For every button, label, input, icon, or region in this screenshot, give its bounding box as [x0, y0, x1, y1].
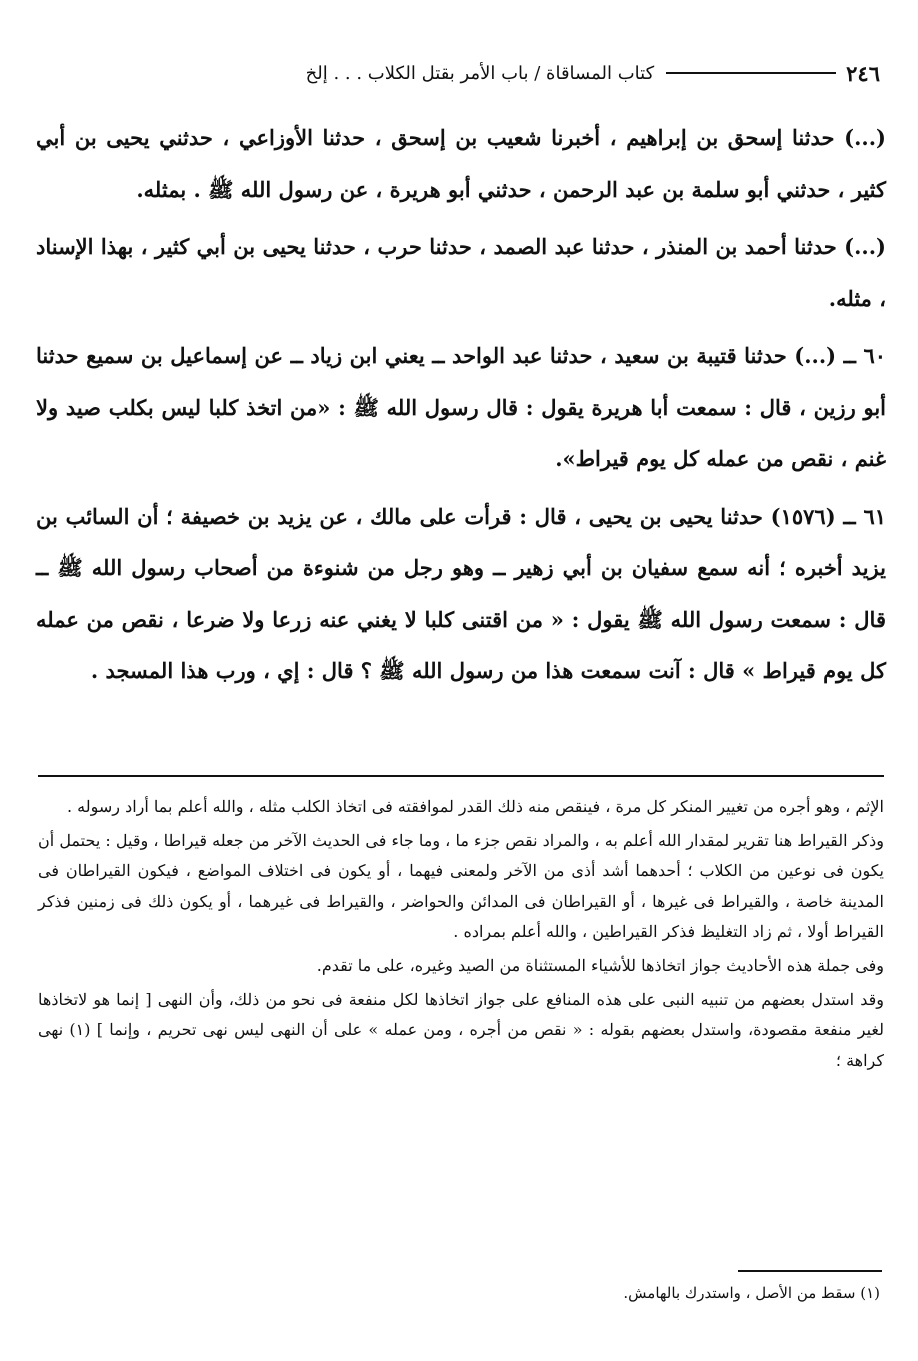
hadith-paragraph: ٦١ ــ (١٥٧٦) حدثنا يحيى بن يحيى ، قال : قرأت على مالك ، عن يزيد بن خصيفة ؛ أن السائب بن يزيد أخبره ؛ أنه سمع سفيان بن أبي زهير ــ وهو رجل من شنوءة من أصحاب رسول الله ﷺ ــ قال : سمعت رسول الله ﷺ يقول : « من اقتنى كلبا لا يغني عنه زرعا ولا ضرعا ، نقص من عمله كل يوم قيراط » قال : آنت سمعت هذا من رسول الله ﷺ ؟ قال : إي ، ورب هذا المسجد .	[36, 503, 886, 683]
running-title: كتاب المساقاة / باب الأمر بقتل الكلاب . . . إلخ	[305, 62, 655, 84]
hadith-paragraph: ٦٠ ــ (...) حدثنا قتيبة بن سعيد ، حدثنا عبد الواحد ــ يعني ابن زياد ــ عن إسماعيل بن سميع حدثنا أبو رزين ، قال : سمعت أبا هريرة يقول : قال رسول الله ﷺ : «من اتخذ كلبا ليس بكلب صيد ولا غنم ، نقص من عمله كل يوم قيراط».	[36, 343, 886, 471]
commentary-paragraph: وذكر القيراط هنا تقرير لمقدار الله أعلم به ، والمراد نقص جزء ما ، وما جاء فى الحديث الآخر من جعله قيراطا ، وقيل : يحتمل أن يكون فى نوعين من الكلاب ؛ أحدهما أشد أذى من الآخر ولمعنى فيهما ، أو يكون فى اختلاف المواضع ، فيكون القيراطان فى المدينة خاصة ، والقيراط فى غيرها ، أو القيراطان فى المدائن والحواضر ، والقيراط فى غيرهما ، أو يكون ذلك فى زمنين فذكر القيراط أولا ، ثم زاد التغليظ فذكر القيراطين ، والله أعلم بمراده .	[38, 831, 884, 941]
hadith-paragraph: (...) حدثنا إسحق بن إبراهيم ، أخبرنا شعيب بن إسحق ، حدثنا الأوزاعي ، حدثني يحيى بن أبي كثير ، حدثني أبو سلمة بن عبد الرحمن ، حدثني أبو هريرة ، عن رسول الله ﷺ . بمثله.	[36, 125, 886, 202]
hadith-paragraph: (...) حدثنا أحمد بن المنذر ، حدثنا عبد الصمد ، حدثنا حرب ، حدثنا يحيى بن أبي كثير ، بهذا الإسناد ، مثله.	[36, 234, 886, 311]
header-rule	[666, 72, 836, 74]
commentary-paragraph: وقد استدل بعضهم من تنبيه النبى على هذه المنافع على جواز اتخاذها لكل منفعة فى نحو من ذلك، وأن النهى [ إنما هو لاتخاذها لغير منفعة مقصودة، واستدل بعضهم بقوله : « نقص من أجره ، ومن عمله » على أن النهى ليس نهى تحريم ، وإنما ] (١) نهى كراهة ؛	[38, 990, 884, 1070]
commentary-paragraph: وفى جملة هذه الأحاديث جواز اتخاذها للأشياء المستثناة من الصيد وغيره، على ما تقدم.	[316, 956, 884, 976]
footnote: (١) سقط من الأصل ، واستدرك بالهامش.	[623, 1284, 880, 1302]
commentary-divider	[38, 775, 884, 777]
footnote-divider	[738, 1270, 882, 1272]
commentary-text	[38, 792, 884, 1080]
page-number: ٢٤٦	[846, 60, 880, 86]
page-header	[42, 56, 880, 90]
commentary-paragraph: الإثم ، وهو أجره من تغيير المنكر كل مرة ، فينقص منه ذلك القدر لموافقته فى اتخاذ الكلب مثله ، والله أعلم بما أراد رسوله .	[66, 797, 884, 816]
hadith-text	[36, 112, 886, 703]
